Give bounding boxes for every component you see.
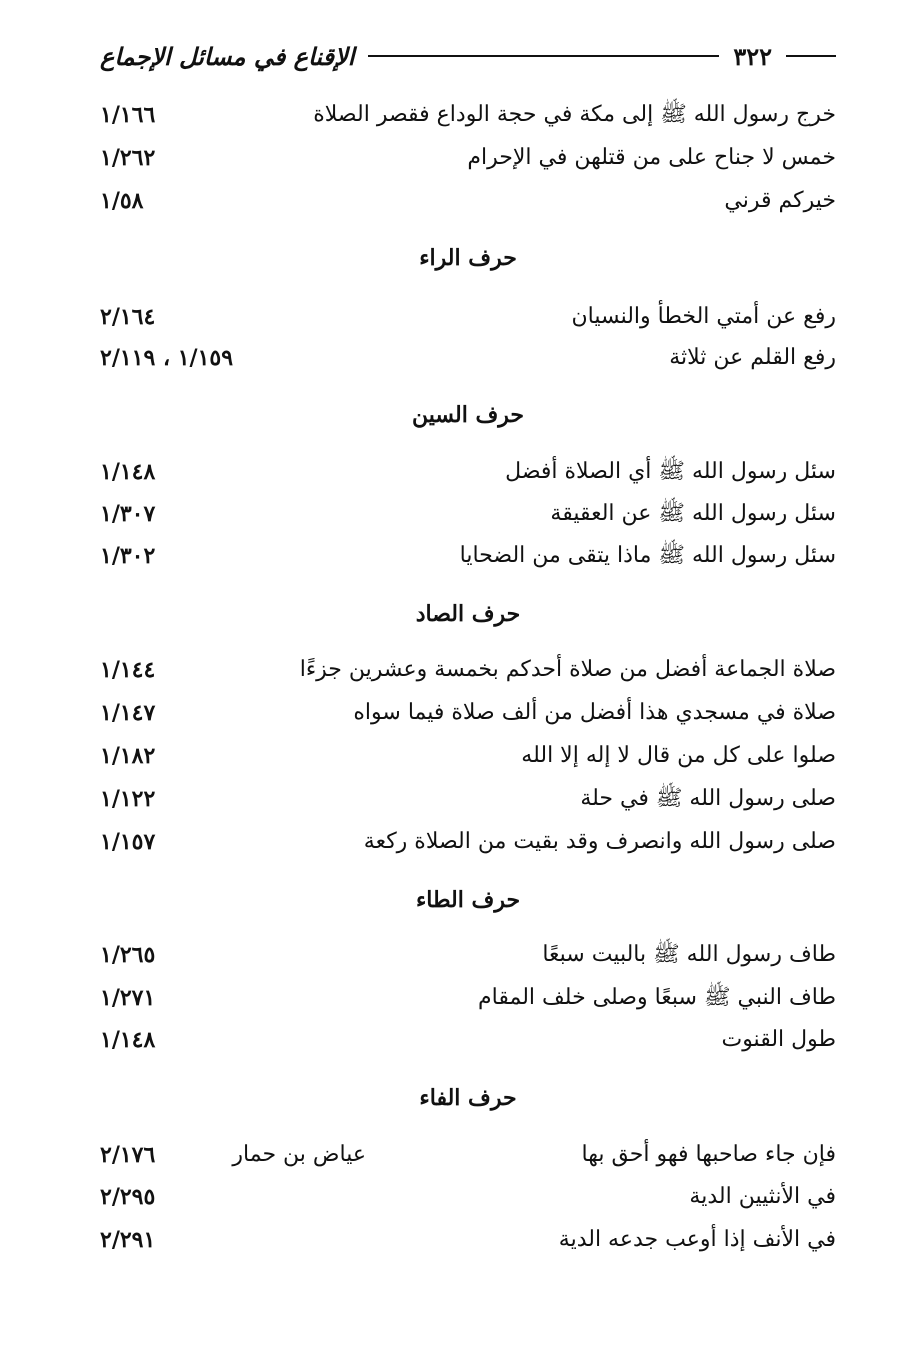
hadith-text: صلاة في مسجدي هذا أفضل من ألف صلاة فيما سواه <box>353 700 836 725</box>
hadith-text: طول القنوت <box>721 1027 836 1052</box>
hadith-reference: ١/١٦٦ <box>100 102 156 128</box>
hadith-reference: ٢/٢٩١ <box>100 1227 156 1253</box>
hadith-text: في الأنثيين الدية <box>689 1184 836 1209</box>
list-item <box>100 978 836 1018</box>
hadith-reference: ١/٥٨ <box>100 188 144 214</box>
hadith-reference: ١/٢٦٥ <box>100 942 156 968</box>
hadith-narrator: عياض بن حمار <box>232 1142 366 1167</box>
hadith-reference: ١/٢٧١ <box>100 985 156 1011</box>
list-item <box>100 1220 836 1260</box>
hadith-text: رفع القلم عن ثلاثة <box>669 345 836 370</box>
list-item <box>100 181 836 221</box>
hadith-reference: ١/١٥٩ ، ٢/١١٩ <box>100 345 234 371</box>
hadith-text: سئل رسول الله ﷺ عن العقيقة <box>550 501 836 526</box>
section-heading-ta: حرف الطاء <box>415 887 521 913</box>
list-item <box>100 779 836 819</box>
list-item <box>100 693 836 733</box>
hadith-reference: ١/٣٠٢ <box>100 543 156 569</box>
hadith-text: فإن جاء صاحبها فهو أحق بها <box>581 1142 836 1167</box>
hadith-reference: ٢/٢٩٥ <box>100 1184 156 1210</box>
hadith-reference: ١/٣٠٧ <box>100 501 156 527</box>
list-item <box>100 1020 836 1060</box>
hadith-text: سئل رسول الله ﷺ أي الصلاة أفضل <box>505 459 836 484</box>
hadith-text: طاف رسول الله ﷺ بالبيت سبعًا <box>542 942 836 967</box>
hadith-reference: ١/١٢٢ <box>100 786 156 812</box>
hadith-text: صلوا على كل من قال لا إله إلا الله <box>521 743 836 768</box>
list-item <box>100 297 836 337</box>
hadith-text: خرج رسول الله ﷺ إلى مكة في حجة الوداع فقصر الصلاة <box>313 102 836 127</box>
list-item <box>100 95 836 135</box>
list-item <box>100 452 836 492</box>
hadith-text: خمس لا جناح على من قتلهن في الإحرام <box>467 145 836 170</box>
list-item <box>100 1177 836 1217</box>
list-item <box>100 536 836 576</box>
hadith-text: طاف النبي ﷺ سبعًا وصلى خلف المقام <box>478 985 836 1010</box>
header-rule-right <box>786 55 836 57</box>
list-item <box>100 338 836 378</box>
list-item <box>100 935 836 975</box>
page-header <box>100 36 836 76</box>
hadith-reference: ١/١٤٤ <box>100 657 156 683</box>
section-heading-sad: حرف الصاد <box>415 601 521 627</box>
hadith-text: صلى رسول الله وانصرف وقد بقيت من الصلاة ركعة <box>363 829 836 854</box>
hadith-reference: ١/١٤٨ <box>100 459 156 485</box>
section-heading-sin: حرف السين <box>411 402 525 428</box>
hadith-text: صلى رسول الله ﷺ في حلة <box>580 786 836 811</box>
hadith-text: سئل رسول الله ﷺ ماذا يتقى من الضحايا <box>459 543 836 568</box>
hadith-text: رفع عن أمتي الخطأ والنسيان <box>571 304 836 329</box>
hadith-reference: ١/١٥٧ <box>100 829 156 855</box>
hadith-reference: ٢/١٧٦ <box>100 1142 156 1168</box>
list-item <box>100 650 836 690</box>
list-item <box>100 138 836 178</box>
hadith-reference: ١/١٨٢ <box>100 743 156 769</box>
hadith-text: خيركم قرني <box>724 188 836 213</box>
book-title: الإقناع في مسائل الإجماع <box>100 41 355 71</box>
list-item <box>100 1135 836 1175</box>
hadith-text: في الأنف إذا أوعب جدعه الدية <box>558 1227 836 1252</box>
header-rule <box>368 55 719 57</box>
page-number: ٣٢٢ <box>733 41 772 71</box>
hadith-reference: ١/١٤٨ <box>100 1027 156 1053</box>
hadith-reference: ١/١٤٧ <box>100 700 156 726</box>
hadith-text: صلاة الجماعة أفضل من صلاة أحدكم بخمسة وعشرين جزءًا <box>299 657 836 682</box>
section-heading-ra: حرف الراء <box>419 245 517 271</box>
section-heading-fa: حرف الفاء <box>419 1085 517 1111</box>
hadith-reference: ١/٢٦٢ <box>100 145 156 171</box>
hadith-reference: ٢/١٦٤ <box>100 304 156 330</box>
list-item <box>100 736 836 776</box>
list-item <box>100 494 836 534</box>
list-item <box>100 822 836 862</box>
